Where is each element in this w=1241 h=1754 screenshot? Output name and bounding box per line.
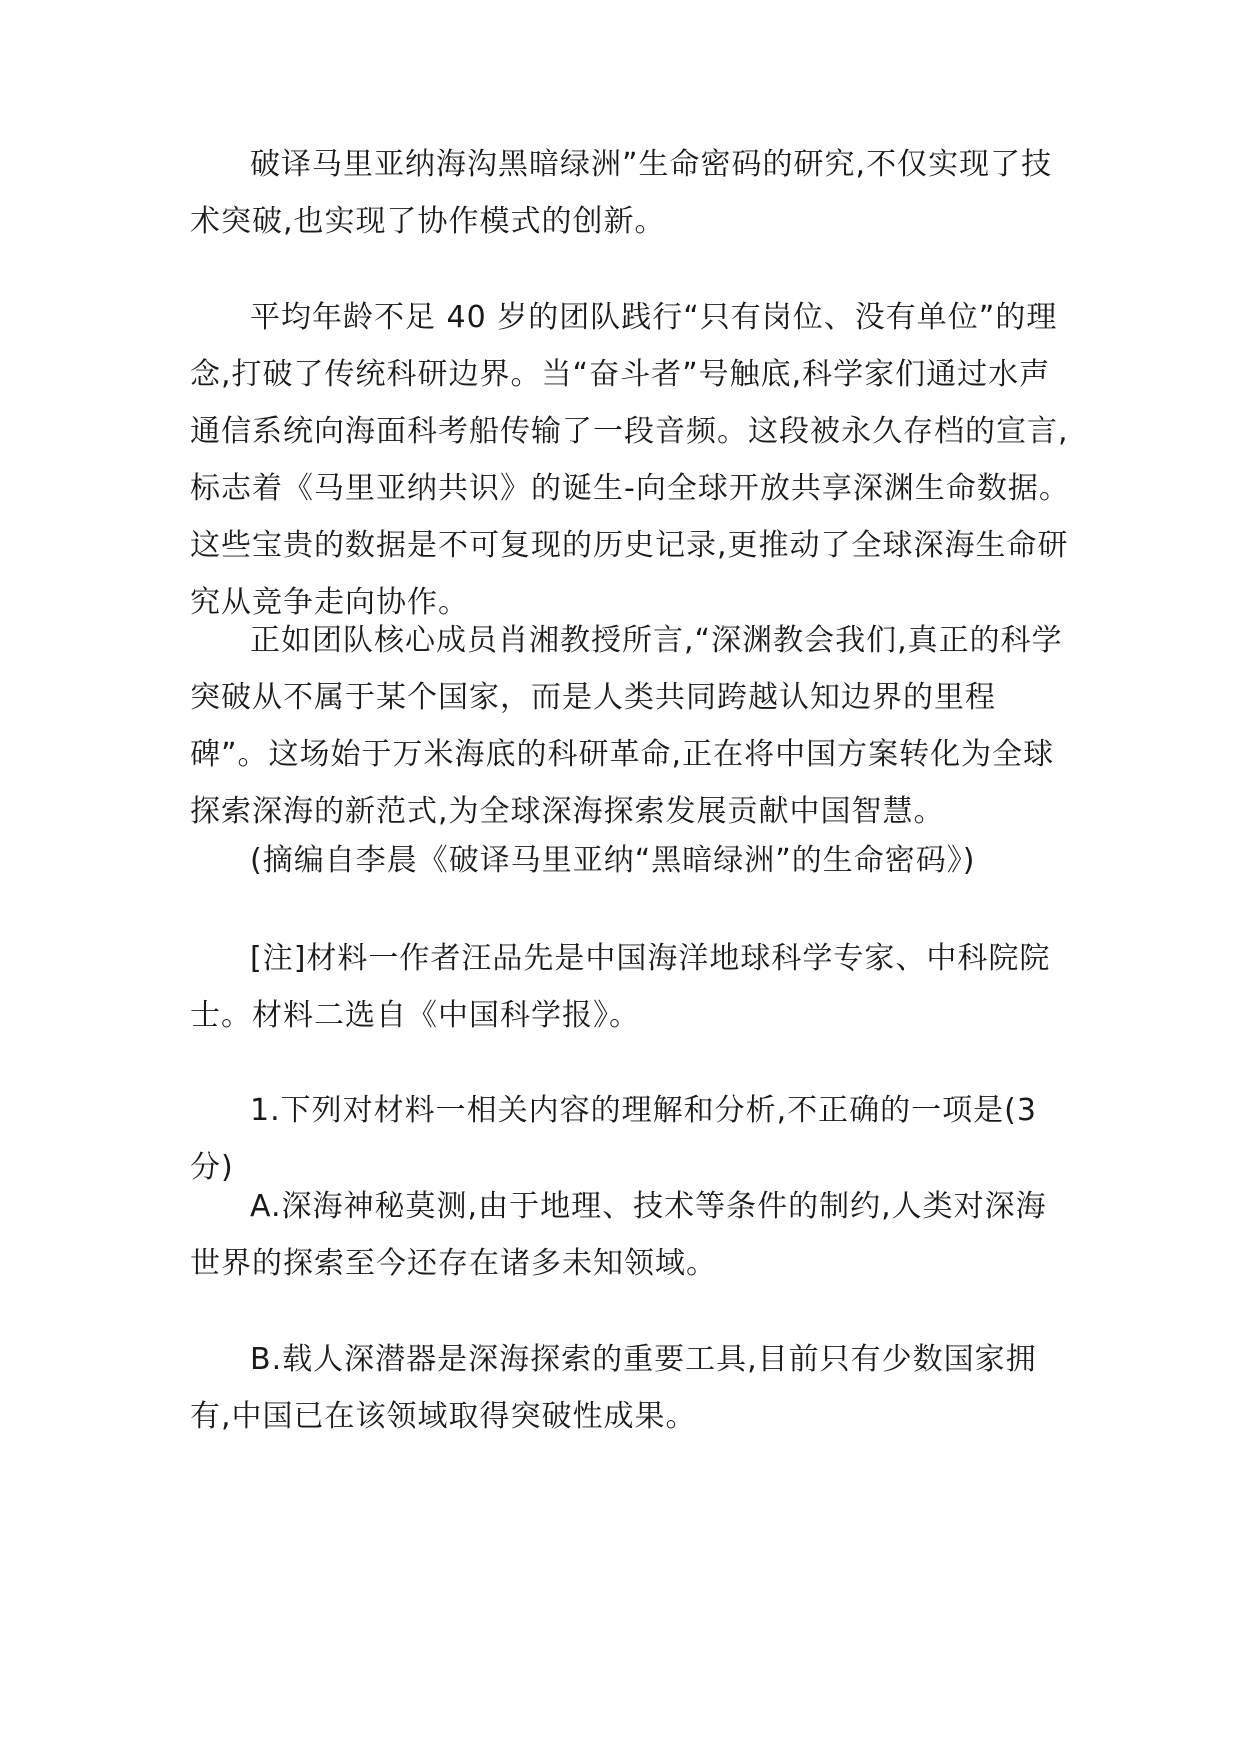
paragraph-professor-quote: 正如团队核心成员肖湘教授所言,“深渊教会我们,真正的科学突破从不属于某个国家，而是人类共同跨越认知边界的里程碑”。这场始于万米海底的科研革命,正在将中国方案转化为全球探索深海的新范式,为全球深海探索发展贡献中国智慧。 — [190, 623, 1063, 829]
paragraph-note: [注]材料一作者汪品先是中国海洋地球科学专家、中科院院士。材料二选自《中国科学报》。 — [190, 941, 1051, 1033]
paragraph-team-collaboration: 平均年龄不足 40 岁的团队践行“只有岗位、没有单位”的理念,打破了传统科研边界。当“奋斗者”号触底,科学家们通过水声通信系统向海面科考船传输了一段音频。这段被永久存档的宣言,标志着《马里亚纳共识》的诞生-向全球开放共享深渊生命数据。这些宝贵的数据是不可复现的历史记录,更推动了全球深海生命研究从竞争走向协作。 — [190, 300, 1070, 620]
option-a: A.深海神秘莫测,由于地理、技术等条件的制约,人类对深海世界的探索至今还存在诸多未知领域。 — [190, 1189, 1047, 1281]
question-1: 1.下列对材料一相关内容的理解和分析,不正确的一项是(3 分) — [190, 1093, 1037, 1185]
paragraph-source-citation: (摘编自李晨《破译马里亚纳“黑暗绿洲”的生命密码》) — [250, 843, 976, 878]
paragraph-research-breakthrough: 破译马里亚纳海沟黑暗绿洲”生命密码的研究,不仅实现了技术突破,也实现了协作模式的创新。 — [190, 147, 1053, 239]
option-b: B.载人深潜器是深海探索的重要工具,目前只有少数国家拥有,中国已在该领域取得突破性成果。 — [190, 1342, 1037, 1434]
